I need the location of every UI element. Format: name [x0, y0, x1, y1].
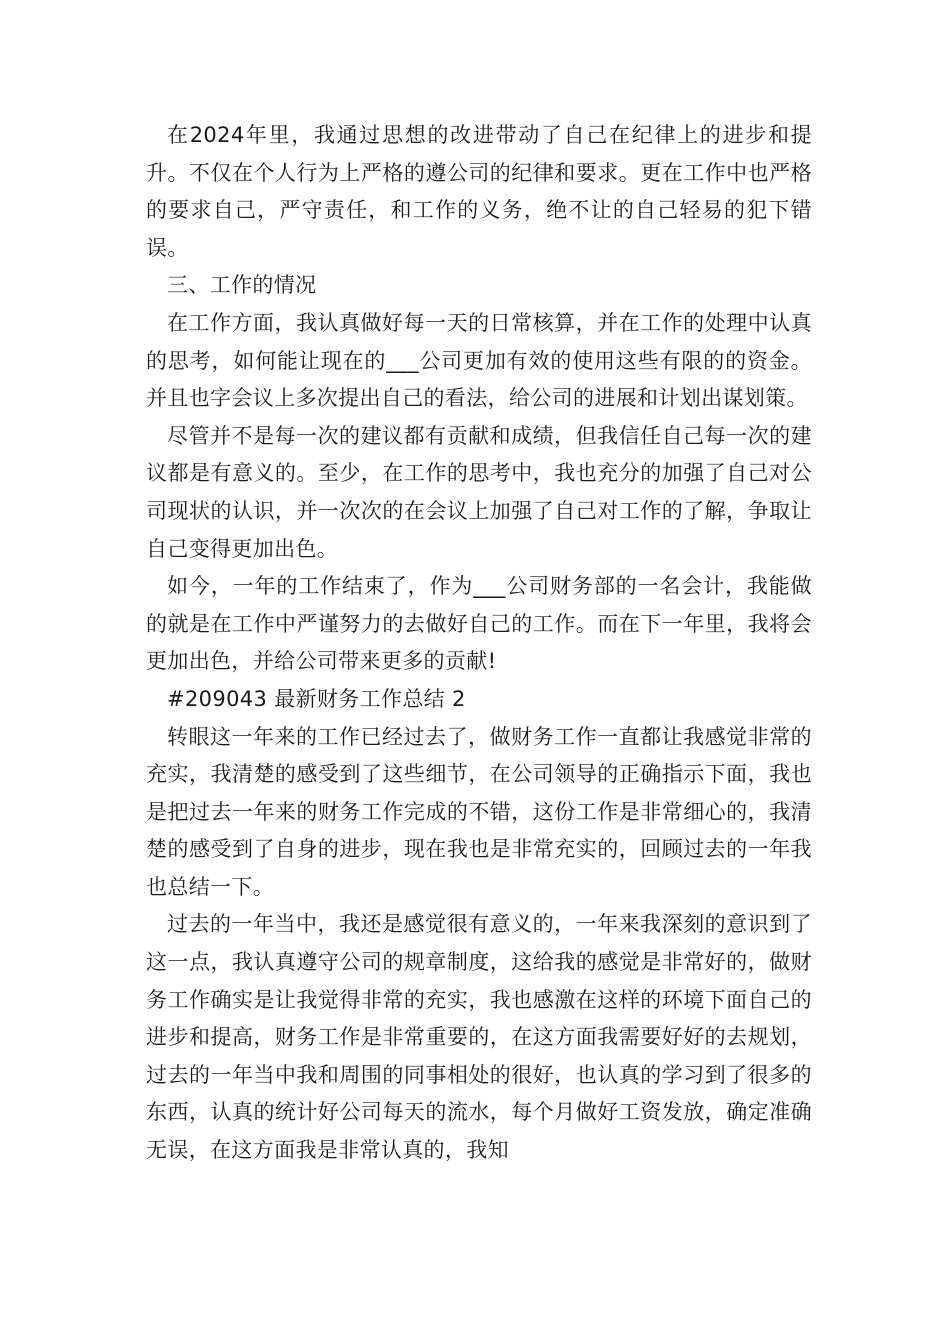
section-heading-summary-2: #209043 最新财务工作总结 2	[167, 686, 466, 711]
paragraph-work-aspects: 在工作方面，我认真做好每一天的日常核算，并在工作的处理中认真的思考，如何能让现在的___公司更加有效的使用这些有限的的资金。并且也字会议上多次提出自己的看法，给公司的进展和计划出谋划策。	[146, 310, 812, 411]
paragraph-discipline: 在2024年里，我通过思想的改进带动了自己在纪律上的进步和提升。不仅在个人行为上严格的遵公司的纪律和要求。更在工作中也严格的要求自己，严守责任，和工作的义务，绝不让的自己轻易的犯下错误。	[146, 123, 812, 260]
document-body	[146, 117, 812, 1170]
paragraph-year-review: 转眼这一年来的工作已经过去了，做财务工作一直都让我感觉非常的充实，我清楚的感受到了这些细节，在公司领导的正确指示下面，我也是把过去一年来的财务工作完成的不错，这份工作是非常细心的，我清楚的感受到了自身的进步，现在我也是非常充实的，回顾过去的一年我也总结一下。	[146, 724, 812, 899]
section-heading-work-situation: 三、工作的情况	[167, 273, 317, 298]
paragraph-suggestions: 尽管并不是每一次的建议都有贡献和成绩，但我信任自己每一次的建议都是有意义的。至少，在工作的思考中，我也充分的加强了自己对公司现状的认识，并一次次的在会议上加强了自己对工作的了解，争取让自己变得更加出色。	[146, 423, 812, 561]
paragraph-past-year: 过去的一年当中，我还是感觉很有意义的，一年来我深刻的意识到了这一点，我认真遵守公司的规章制度，这给我的感觉是非常好的，做财务工作确实是让我觉得非常的充实，我也感激在这样的环境下面自己的进步和提高，财务工作是非常重要的，在这方面我需要好好的去规划，过去的一年当中我和周围的同事相处的很好，也认真的学习到了很多的东西，认真的统计好公司每天的流水，每个月做好工资发放，确定准确无误，在这方面我是非常认真的，我知	[146, 912, 812, 1163]
paragraph-year-end: 如今，一年的工作结束了，作为___公司财务部的一名会计，我能做的就是在工作中严谨努力的去做好自己的工作。而在下一年里，我将会更加出色，并给公司带来更多的贡献!	[146, 574, 812, 674]
